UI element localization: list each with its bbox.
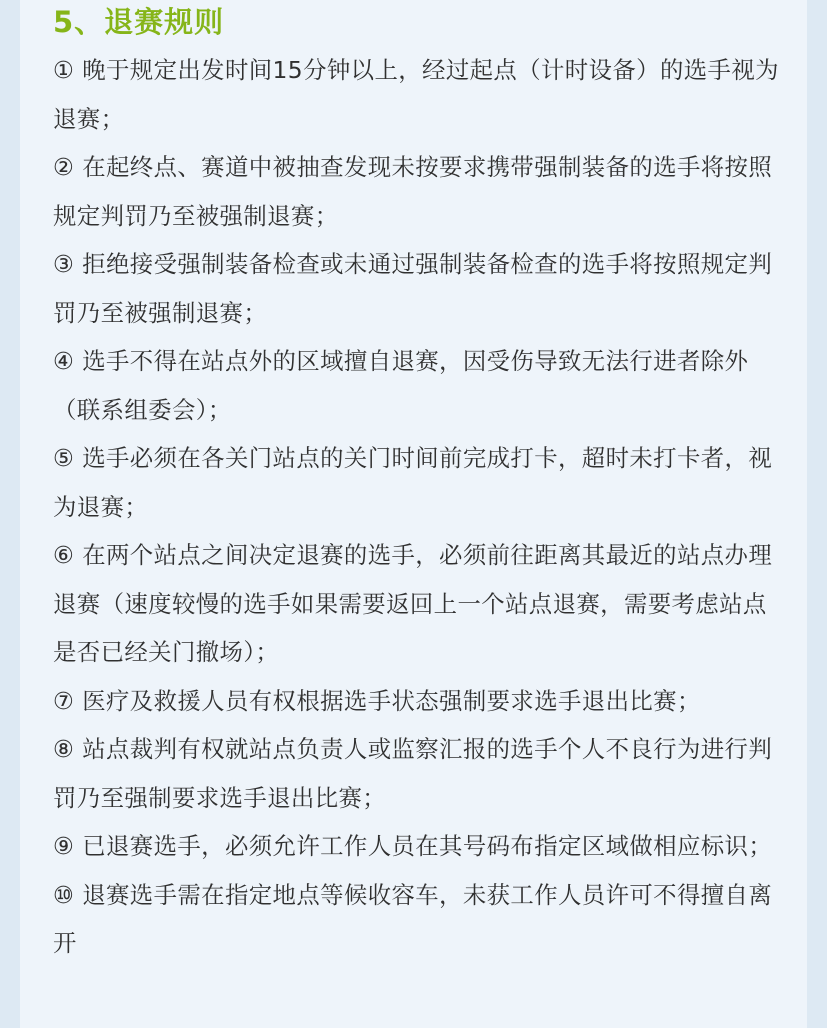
rule-item-10: ⑩ 退赛选手需在指定地点等候收容车，未获工作人员许可不得擅自离开 bbox=[53, 880, 773, 957]
section-title: 5、退赛规则 bbox=[53, 5, 225, 39]
rule-item-8: ⑧ 站点裁判有权就站点负责人或监察汇报的选手个人不良行为进行判罚乃至强制要求选手退出比赛； bbox=[53, 735, 773, 812]
rule-item-1: ① 晚于规定出发时间15分钟以上，经过起点（计时设备）的选手视为退赛； bbox=[53, 56, 779, 133]
rule-item-6: ⑥ 在两个站点之间决定退赛的选手，必须前往距离其最近的站点办理退赛（速度较慢的选手如果需要返回上一个站点退赛，需要考虑站点是否已经关门撤场）； bbox=[53, 541, 773, 666]
rules-list bbox=[53, 46, 788, 968]
rule-item-4: ④ 选手不得在站点外的区域擅自退赛，因受伤导致无法行进者除外（联系组委会）； bbox=[53, 347, 749, 424]
rule-item-5: ⑤ 选手必须在各关门站点的关门时间前完成打卡，超时未打卡者，视为退赛； bbox=[53, 444, 773, 521]
rule-item-2: ② 在起终点、赛道中被抽查发现未按要求携带强制装备的选手将按照规定判罚乃至被强制退赛； bbox=[53, 153, 773, 230]
rule-item-3: ③ 拒绝接受强制装备检查或未通过强制装备检查的选手将按照规定判罚乃至被强制退赛； bbox=[53, 250, 773, 327]
rule-item-7: ⑦ 医疗及救援人员有权根据选手状态强制要求选手退出比赛； bbox=[53, 686, 701, 715]
rule-item-9: ⑨ 已退赛选手，必须允许工作人员在其号码布指定区域做相应标识； bbox=[53, 832, 773, 860]
